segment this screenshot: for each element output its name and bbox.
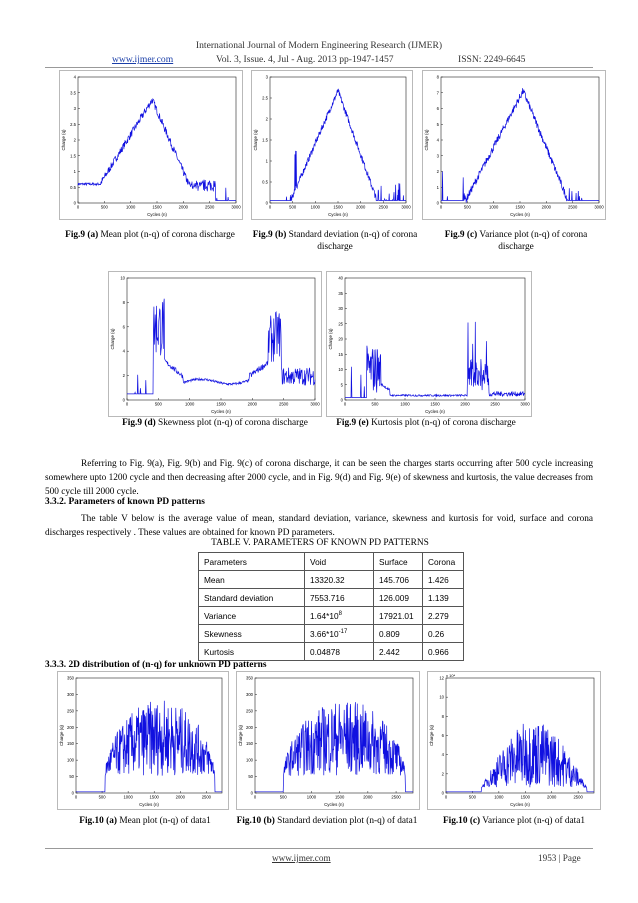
caption-sub: (a) (106, 816, 117, 826)
y-tick-label: 12 (439, 675, 444, 681)
volume-info: Vol. 3, Issue. 4, Jul - Aug. 2013 pp-1947-1457 (216, 54, 394, 65)
cell-void (305, 625, 374, 643)
cell-corona: 0.26 (423, 625, 464, 643)
y-tick-label: 150 (246, 741, 253, 747)
x-tick-label: 1500 (520, 794, 530, 800)
plot-area (61, 75, 241, 218)
plot-fig9a-svg (60, 71, 242, 219)
y-tick-label: 300 (67, 691, 74, 697)
cell-void-base: 1.64*10 (310, 610, 339, 621)
y-tick-label: 5 (340, 382, 343, 388)
caption-fig10c (430, 815, 598, 827)
caption-fig9e (336, 417, 516, 429)
plot-fig10b (236, 671, 420, 810)
x-tick-label: 2500 (391, 794, 401, 800)
y-tick-label: 4 (441, 752, 444, 758)
caption-text: Kurtosis plot (n-q) of corona discharge (368, 418, 516, 428)
caption-fig9a (55, 229, 245, 241)
plot-area (238, 676, 413, 808)
y-tick-label: 30 (338, 306, 343, 311)
caption-fig10a (55, 815, 235, 827)
y-tick-label: 0 (265, 200, 268, 206)
parameters-table (198, 552, 464, 661)
caption-text: Mean plot (n-q) of corona discharge (98, 230, 235, 240)
x-axis-label: Cycles (n) (328, 212, 348, 217)
cell-corona: 1.426 (423, 571, 464, 589)
x-tick-label: 500 (371, 401, 379, 407)
plot-fig9e (326, 271, 532, 417)
y-tick-label: 0 (441, 790, 444, 796)
x-axis-label: Cycles (n) (139, 802, 159, 807)
y-axis-label: Charge (q) (61, 129, 66, 151)
caption-label: Fig.9 (122, 418, 143, 428)
plot-area (429, 673, 594, 807)
cell-void: 13320.32 (305, 571, 374, 589)
caption-label: Fig.10 (442, 816, 468, 826)
y-axis-label: Charge (q) (424, 129, 429, 151)
y-tick-label: 10 (120, 275, 125, 281)
x-tick-label: 0 (253, 794, 257, 800)
x-tick-label: 3000 (594, 204, 604, 210)
plot-fig9e-svg (327, 272, 531, 416)
y-tick-label: 150 (67, 741, 74, 747)
x-tick-label: 1500 (216, 401, 226, 407)
x-tick-label: 1000 (400, 401, 410, 407)
y-tick-label: 4 (73, 74, 76, 80)
x-tick-label: 3000 (520, 401, 530, 407)
y-axis-label: Charge (q) (253, 129, 258, 151)
footer-link[interactable]: www.ijmer.com (272, 853, 331, 863)
x-tick-label: 1500 (333, 204, 343, 210)
x-tick-label: 0 (125, 401, 129, 407)
x-tick-label: 3000 (401, 204, 411, 210)
table-row (199, 607, 464, 625)
y-tick-label: 3 (436, 153, 439, 159)
y-tick-label: 0.5 (262, 179, 268, 185)
header-cell: Surface (374, 553, 423, 571)
y-tick-label: 2 (436, 169, 439, 174)
x-tick-label: 0 (343, 401, 347, 407)
cell-void-base: 3.66*10 (310, 628, 339, 639)
x-tick-label: 2000 (247, 401, 257, 407)
cell-param: Mean (199, 571, 305, 589)
x-axis-label: Cycles (n) (510, 212, 530, 217)
header-cell: Corona (423, 553, 464, 571)
plot-fig9d (108, 271, 322, 417)
x-tick-label: 2500 (490, 401, 500, 407)
plot-area (59, 676, 222, 808)
x-tick-label: 1000 (306, 794, 317, 800)
x-tick-label: 0 (444, 794, 448, 800)
caption-fig9c (430, 229, 602, 253)
plot-area (110, 276, 320, 415)
x-tick-label: 2000 (460, 401, 470, 407)
x-tick-label: 1000 (185, 401, 195, 407)
x-tick-label: 500 (154, 401, 162, 407)
y-tick-label: 0 (73, 200, 76, 206)
y-tick-label: 2 (441, 771, 444, 777)
table-row (199, 643, 464, 661)
plot-fig9a (59, 70, 243, 220)
y-tick-label: 2.5 (70, 121, 76, 127)
y-tick-label: 4 (436, 137, 439, 143)
y-exponent: x 10⁴ (446, 673, 456, 678)
caption-sub: (a) (87, 230, 99, 240)
header-rule (45, 67, 593, 68)
x-axis-label: Cycles (n) (324, 802, 344, 807)
y-tick-label: 2 (265, 116, 268, 122)
cell-surface: 2.442 (374, 643, 423, 661)
x-tick-label: 1500 (334, 794, 345, 800)
y-tick-label: 0 (340, 397, 343, 403)
y-tick-label: 50 (69, 774, 74, 780)
plot-fig9d-svg (109, 272, 321, 416)
caption-sub: (e) (358, 418, 369, 428)
caption-sub: (c) (466, 230, 478, 240)
cell-void: 7553.716 (305, 589, 374, 607)
x-tick-label: 0 (76, 204, 80, 210)
caption-label: Fig.10 (79, 816, 104, 826)
x-axis-label: Cycles (n) (425, 409, 445, 414)
cell-corona: 1.139 (423, 589, 464, 607)
y-tick-label: 1 (436, 184, 439, 190)
plot-fig10c (427, 671, 601, 810)
x-tick-label: 1000 (489, 204, 499, 210)
y-tick-label: 250 (67, 708, 74, 714)
cell-void-exp: -17 (338, 628, 348, 635)
x-tick-label: 1500 (515, 204, 525, 210)
cell-param: Kurtosis (199, 643, 305, 661)
caption-sub: (c) (469, 816, 481, 826)
y-tick-label: 50 (248, 774, 253, 780)
axes-box (345, 278, 525, 400)
y-tick-label: 0 (122, 397, 125, 403)
x-tick-label: 500 (98, 794, 106, 800)
y-tick-label: 0 (71, 790, 74, 796)
x-tick-label: 500 (463, 204, 471, 210)
plot-area (424, 75, 604, 218)
axes-box (76, 678, 222, 793)
table-header-row (199, 553, 464, 571)
caption-text: Variance plot (n-q) of corona discharge (477, 230, 588, 252)
y-tick-label: 8 (441, 713, 444, 719)
y-tick-label: 1.5 (70, 153, 76, 159)
journal-title: International Journal of Modern Engineering Research (IJMER) (195, 40, 443, 51)
header-cell: Void (305, 553, 374, 571)
x-tick-label: 2000 (175, 794, 185, 800)
y-tick-label: 6 (436, 106, 439, 111)
caption-label: Fig.9 (65, 230, 86, 240)
table-row (199, 571, 464, 589)
footer-rule (45, 848, 593, 849)
cell-surface: 126.009 (374, 589, 423, 607)
y-axis-label: Charge (q) (59, 725, 64, 746)
x-tick-label: 1500 (152, 204, 162, 210)
y-tick-label: 1 (265, 158, 268, 164)
x-tick-label: 500 (279, 794, 287, 800)
x-tick-label: 1500 (430, 401, 440, 407)
table-row (199, 625, 464, 643)
y-tick-label: 300 (246, 691, 253, 697)
y-tick-label: 4 (122, 348, 125, 354)
x-axis-label: Cycles (n) (510, 802, 530, 807)
cell-param: Skewness (199, 625, 305, 643)
cell-surface: 145.706 (374, 571, 423, 589)
y-axis-label: Charge (q) (328, 328, 333, 350)
section-3-3-3: 3.3.3. 2D distribution of (n-q) for unknown PD patterns (45, 660, 267, 670)
section-3-3-2: 3.3.2. Parameters of known PD patterns (45, 497, 205, 507)
x-tick-label: 500 (468, 794, 476, 800)
caption-sub: (d) (144, 418, 156, 428)
caption-label: Fig.9 (336, 418, 357, 428)
x-tick-label: 2000 (178, 204, 188, 210)
issn: ISSN: 2249-6645 (458, 54, 526, 65)
y-tick-label: 350 (67, 675, 74, 681)
cell-surface: 17921.01 (374, 607, 423, 625)
x-tick-label: 2500 (205, 204, 215, 210)
y-axis-label: Charge (q) (429, 725, 434, 746)
y-tick-label: 10 (338, 367, 343, 372)
y-tick-label: 6 (441, 733, 444, 738)
y-tick-label: 1.5 (262, 137, 268, 143)
y-tick-label: 3.5 (70, 90, 76, 96)
x-axis-label: Cycles (n) (147, 212, 167, 217)
y-axis-label: Charge (q) (110, 328, 115, 350)
table-row (199, 589, 464, 607)
x-tick-label: 0 (74, 794, 78, 800)
y-tick-label: 3 (73, 106, 76, 111)
x-tick-label: 2000 (363, 794, 373, 800)
paragraph-referring: Referring to Fig. 9(a), Fig. 9(b) and Fig. 9(c) of corona discharge, it can be seen the charges starts occurring after 500 cycle increasing somewhere upto 1200 cycle and then decreasing after 2000 cycle, and in Fig. 9(d) and Fig. 9(e) of skewness and kurtosis, the value decreases from 500 cycle till 2000 cycle. (45, 459, 593, 498)
caption-text: Mean plot (n-q) of data1 (117, 816, 211, 826)
y-tick-label: 100 (67, 757, 74, 763)
x-tick-label: 3000 (231, 204, 241, 210)
header-cell: Parameters (199, 553, 305, 571)
x-tick-label: 2500 (573, 794, 583, 800)
cell-void: 0.04878 (305, 643, 374, 661)
x-tick-label: 3000 (310, 401, 320, 407)
page-number: 1953 | Page (538, 853, 581, 863)
y-tick-label: 6 (122, 324, 125, 330)
y-tick-label: 3 (265, 74, 268, 80)
x-tick-label: 2500 (568, 204, 578, 210)
x-tick-label: 500 (100, 204, 108, 210)
axes-box (78, 77, 236, 203)
plot-fig9c-svg (423, 71, 605, 219)
axes-box (270, 77, 406, 203)
journal-link[interactable]: www.ijmer.com (112, 54, 174, 65)
x-tick-label: 0 (439, 204, 443, 210)
y-tick-label: 0 (436, 200, 439, 206)
x-tick-label: 2500 (378, 204, 388, 210)
y-tick-label: 2.5 (262, 95, 268, 101)
y-tick-label: 200 (246, 724, 253, 730)
caption-fig10b (236, 815, 418, 827)
plot-fig9b-svg (252, 71, 412, 219)
plot-fig9c (422, 70, 606, 220)
y-tick-label: 350 (246, 675, 253, 681)
table-title: TABLE V. PARAMETERS OF KNOWN PD PATTERNS (211, 538, 429, 548)
y-tick-label: 250 (246, 708, 253, 714)
x-tick-label: 1000 (494, 794, 504, 800)
y-tick-label: 8 (436, 74, 439, 80)
caption-text: Skewness plot (n-q) of corona discharge (155, 418, 308, 428)
plot-area (253, 75, 411, 218)
cell-void-exp: 8 (338, 610, 342, 617)
cell-surface: 0.809 (374, 625, 423, 643)
caption-sub: (b) (263, 816, 275, 826)
paragraph-table-intro: The table V below is the average value of mean, standard deviation, variance, skewness and kurtosis for void, surface and corona discharges respectively . These values are obtained for known PD parameters. (45, 514, 593, 539)
y-tick-label: 35 (338, 290, 343, 296)
x-tick-label: 1000 (310, 204, 320, 210)
x-tick-label: 1500 (149, 794, 159, 800)
plot-area (328, 276, 530, 415)
y-tick-label: 15 (338, 351, 343, 357)
y-tick-label: 25 (338, 321, 343, 327)
cell-void (305, 607, 374, 625)
x-tick-label: 1000 (126, 204, 136, 210)
caption-fig9d (120, 417, 310, 429)
x-tick-label: 1000 (123, 794, 133, 800)
x-tick-label: 500 (289, 204, 297, 210)
y-tick-label: 8 (122, 299, 125, 305)
x-tick-label: 2000 (541, 204, 551, 210)
caption-text: Variance plot (n-q) of data1 (480, 816, 586, 826)
caption-label: Fig.9 (444, 230, 465, 240)
x-tick-label: 2000 (547, 794, 557, 800)
y-axis-label: Charge (q) (238, 725, 243, 746)
x-tick-label: 2500 (279, 401, 289, 407)
x-tick-label: 2000 (356, 204, 366, 210)
x-tick-label: 0 (268, 204, 272, 210)
y-tick-label: 0.5 (70, 184, 76, 190)
y-tick-label: 20 (338, 336, 343, 342)
cell-corona: 0.966 (423, 643, 464, 661)
y-tick-label: 1 (73, 169, 76, 174)
caption-label: Fig.9 (252, 230, 273, 240)
y-tick-label: 40 (338, 275, 343, 281)
x-axis-label: Cycles (n) (211, 409, 231, 414)
plot-fig9b (251, 70, 413, 220)
caption-text: Standard deviation (n-q) of corona discharge (286, 230, 418, 252)
caption-sub: (b) (274, 230, 287, 240)
y-tick-label: 100 (246, 757, 253, 763)
plot-fig10a (57, 671, 229, 810)
x-tick-label: 2500 (201, 794, 212, 800)
caption-fig9b (245, 229, 425, 253)
y-tick-label: 10 (439, 694, 444, 700)
plot-fig10c-svg (428, 672, 600, 809)
y-tick-label: 7 (436, 90, 439, 96)
y-tick-label: 0 (250, 790, 253, 796)
plot-fig10a-svg (58, 672, 228, 809)
y-tick-label: 5 (436, 121, 439, 127)
caption-text: Standard deviation plot (n-q) of data1 (274, 816, 418, 826)
caption-label: Fig.10 (236, 816, 262, 826)
y-tick-label: 200 (67, 724, 74, 730)
plot-fig10b-svg (237, 672, 419, 809)
cell-param: Variance (199, 607, 305, 625)
y-tick-label: 2 (122, 373, 125, 379)
cell-corona: 2.279 (423, 607, 464, 625)
y-tick-label: 2 (73, 137, 76, 143)
cell-param: Standard deviation (199, 589, 305, 607)
